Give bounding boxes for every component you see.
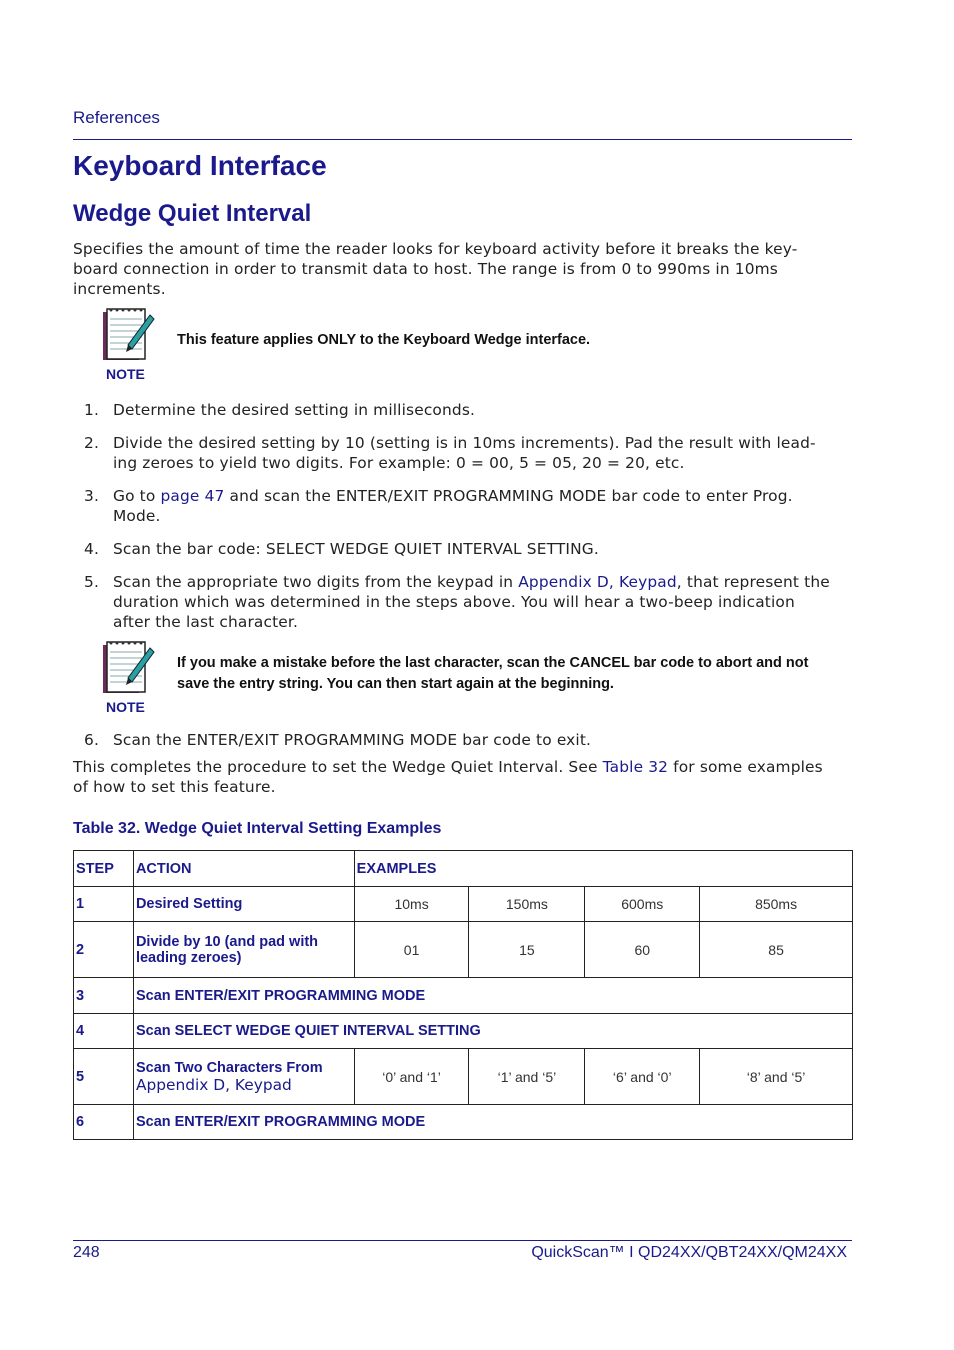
- cell-example: 15: [469, 922, 585, 978]
- table-row: [74, 1049, 853, 1105]
- cell-example: 85: [700, 922, 853, 978]
- cell-step: 3: [74, 978, 134, 1014]
- cell-example: ‘8’ and ‘5’: [700, 1049, 853, 1105]
- header-examples: EXAMPLES: [354, 851, 852, 887]
- table-32-link[interactable]: Table 32: [602, 758, 669, 776]
- cell-example: 10ms: [354, 887, 469, 922]
- section-title: Wedge Quiet Interval: [73, 200, 312, 227]
- examples-table: [73, 850, 853, 1140]
- cell-action: Divide by 10 (and pad with leading zeroes): [133, 922, 354, 978]
- note-text: If you make a mistake before the last character, scan the CANCEL bar code to abort and not save the entry string. You can then start again at the beginning.: [177, 655, 809, 692]
- cell-example: 60: [585, 922, 700, 978]
- table-header-row: [74, 851, 853, 887]
- cell-example: 01: [354, 922, 469, 978]
- cell-example: ‘0’ and ‘1’: [354, 1049, 469, 1105]
- intro-line: Specifies the amount of time the reader looks for keyboard activity before it breaks the key-: [73, 240, 798, 258]
- cell-action: Scan ENTER/EXIT PROGRAMMING MODE: [133, 978, 852, 1014]
- page-47-link[interactable]: page 47: [160, 487, 225, 505]
- closing-paragraph: This completes the procedure to set the Wedge Quiet Interval. See Table 32 for some examples of how to set this feature.: [73, 758, 823, 796]
- table-row: [74, 1014, 853, 1049]
- intro-line: board connection in order to transmit data to host. The range is from 0 to 990ms in 10ms: [73, 260, 778, 278]
- page-title: Keyboard Interface: [73, 150, 327, 181]
- appendix-d-keypad-link[interactable]: Appendix D, Keypad: [518, 573, 677, 591]
- cell-step: 6: [74, 1105, 134, 1140]
- table-row: [74, 1105, 853, 1140]
- footer-divider: [73, 1240, 852, 1241]
- cell-example: 850ms: [700, 887, 853, 922]
- cell-step: 2: [74, 922, 134, 978]
- cell-example: ‘6’ and ‘0’: [585, 1049, 700, 1105]
- cell-action: Scan SELECT WEDGE QUIET INTERVAL SETTING: [133, 1014, 852, 1049]
- appendix-d-keypad-link[interactable]: Appendix D, Keypad: [135, 1075, 292, 1094]
- cell-step: 4: [74, 1014, 134, 1049]
- intro-paragraph: [73, 239, 853, 299]
- cell-example: 150ms: [469, 887, 585, 922]
- footer-product-title: QuickScan™ I QD24XX/QBT24XX/QM24XX: [531, 1244, 847, 1261]
- header-action: ACTION: [133, 851, 354, 887]
- table-row: [74, 978, 853, 1014]
- note-text: This feature applies ONLY to the Keyboard Wedge interface.: [177, 332, 591, 348]
- table-caption: Table 32. Wedge Quiet Interval Setting Examples: [73, 820, 442, 837]
- header-divider: [73, 139, 852, 140]
- running-head: References: [73, 108, 160, 127]
- table-row: [74, 922, 853, 978]
- page-number: 248: [73, 1244, 100, 1261]
- cell-example: ‘1’ and ‘5’: [469, 1049, 585, 1105]
- cell-action: Scan ENTER/EXIT PROGRAMMING MODE: [133, 1105, 852, 1140]
- intro-line: increments.: [73, 280, 166, 298]
- cell-action: Desired Setting: [133, 887, 354, 922]
- header-step: STEP: [74, 851, 134, 887]
- cell-action: Scan Two Characters From Appendix D, Keypad: [133, 1049, 354, 1105]
- note-label: NOTE: [106, 366, 145, 382]
- table-row: [74, 887, 853, 922]
- note-label: NOTE: [106, 699, 145, 715]
- cell-step: 1: [74, 887, 134, 922]
- cell-step: 5: [74, 1049, 134, 1105]
- cell-example: 600ms: [585, 887, 700, 922]
